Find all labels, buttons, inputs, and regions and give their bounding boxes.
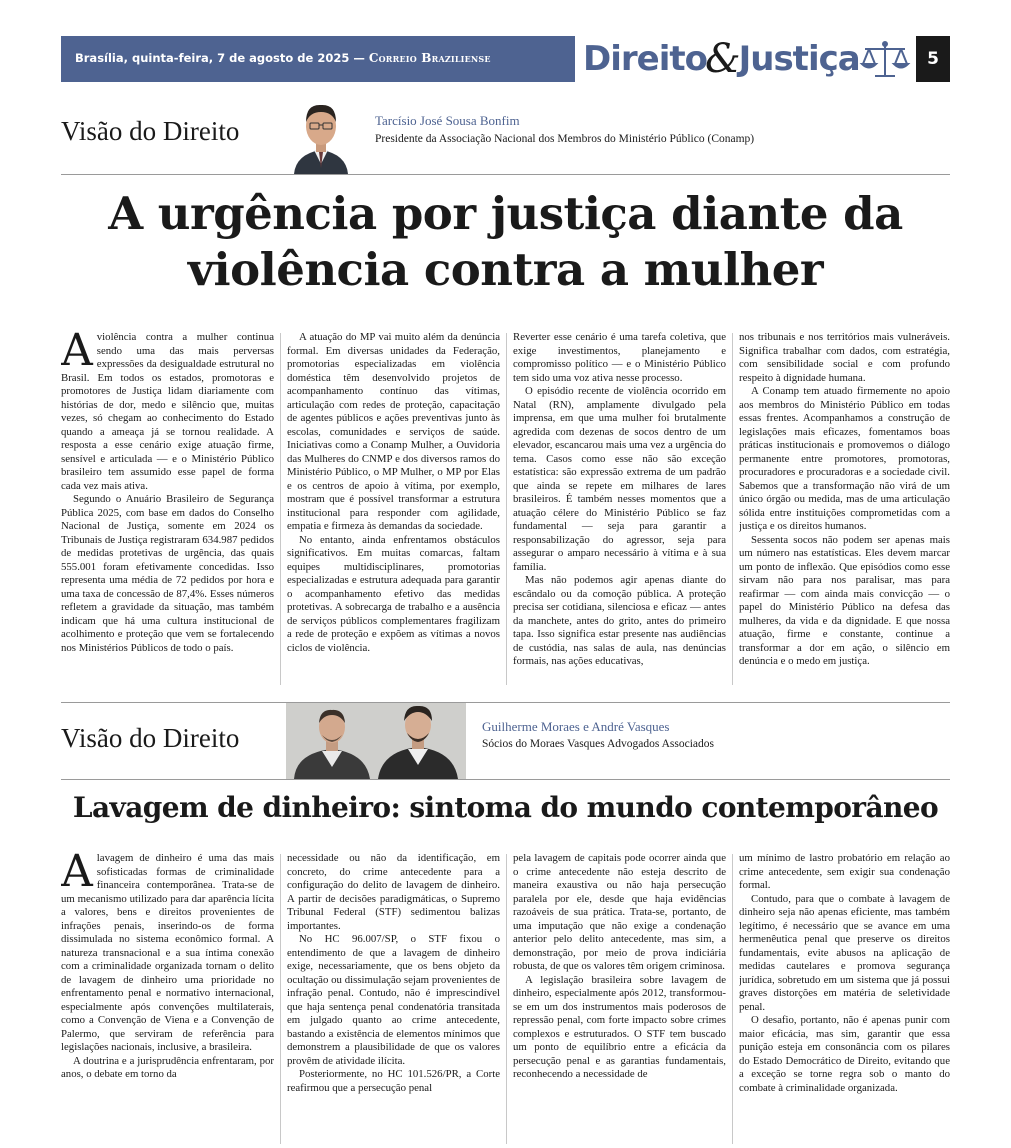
divider: [61, 174, 950, 175]
column-separator: [280, 333, 281, 685]
body-column-4: [739, 852, 950, 1146]
body-paragraph: Mas não podemos agir apenas diante do escândalo ou da comoção pública. A proteção precisa ser cotidiana, silenciosa e eficaz — antes da manchete, antes do grito, antes do primeiro tapa. Isso significa estar presente nas audiências de custódia, nas salas de aula, nas denúncias formais, nas ações educativas,: [513, 574, 726, 667]
column-label: Visão do Direito: [61, 116, 240, 146]
body-column-3: [513, 852, 726, 1146]
body-paragraph: O desafio, portanto, não é apenas punir com maior eficácia, mas sim, garantir que essa punição esteja em consonância com os pilares do Estado Democrático de Direito, evitando que a exceção se torne regra sob o manto do combate à criminalidade organizada.: [739, 1014, 950, 1094]
body-paragraph: Reverter esse cenário é uma tarefa coletiva, que exige investimentos, planejamento e compromisso político — e o Ministério Público tem sido uma voz ativa nesse processo.: [513, 331, 726, 384]
body-paragraph: A lavagem de dinheiro é uma das mais sofisticadas formas de criminalidade financeira contemporânea. Trata-se de um mecanismo utilizado para dar aparência lícita a valores, bens e direitos provenientes de infrações penais, inserindo-os de forma dissimulada no sistema econômico formal. A natureza transnacional e a sua íntima conexão com a criminalidade organizada tornam o delito de lavagem de dinheiro uma prioridade no enfrentamento penal e normativo internacional, especialmente após convenções multilaterais, como a Convenção de Viena e a Convenção de Palermo, que serviram de referência para legislações nacionais, inclusive, a brasileira.: [61, 852, 274, 1053]
body-column-2: [287, 852, 500, 1146]
body-paragraph: A violência contra a mulher continua sendo uma das mais perversas expressões da desigualdade estrutural no Brasil. Em todos os estados, promotoras e promotores de Justiça lidam diariamente com histórias de dor, medo e silêncio que, muitas vezes, só chegam ao conhecimento do Estado quando a ameaça já se tornou realidade. A resposta a esse cenário exige atuação firme, sensível e articulada — e o Ministério Público brasileiro tem assumido esse papel de forma cada vez mais ativa.: [61, 331, 274, 492]
drop-cap: A: [61, 852, 93, 897]
publication-name: Correio Braziliense: [368, 51, 491, 65]
body-paragraph: A Conamp tem atuado firmemente no apoio aos membros do Ministério Público em todas essas frentes. Acompanhamos a construção de legislações mais eficazes, fomentamos boas práticas institucionais e promovemos o diálogo permanente entre promotores, promotoras, procuradores e procuradoras e a sociedade civil. Sabemos que a transformação não virá de um único órgão ou medida, mas de uma articulação sólida entre instituições comprometidas com a justiça e os direitos humanos.: [739, 385, 950, 532]
column-separator: [280, 854, 281, 1144]
headline: Lavagem de dinheiro: sintoma do mundo contemporâneo: [72, 791, 939, 824]
authors-photo: [286, 703, 466, 779]
body-column-3: [513, 331, 726, 687]
section-logo-word1: Direito: [583, 39, 707, 79]
dateline: [75, 51, 491, 65]
body-paragraph: necessidade ou não da identificação, em concreto, do crime antecedente para a configuração do delito de lavagem de dinheiro. A partir de decisões paradigmáticas, o Supremo Tribunal Federal (STF) sedimentou balizas importantes.: [287, 852, 500, 932]
column-label: Visão do Direito: [61, 723, 240, 753]
drop-cap: A: [61, 331, 93, 376]
column-separator: [506, 333, 507, 685]
author-photo: [286, 98, 356, 174]
body-paragraph: Sessenta socos não podem ser apenas mais um número nas estatísticas. Eles devem marcar um ponto de inflexão. Que episódios como esse sirvam não para nos paralisar, mas para reafirmar — com ainda mais convicção — o papel do Ministério Público na defesa das mulheres, da vida e da dignidade. E que nossa atuação, firme e constante, continue a transformar a dor em ação, o silêncio em denúncia e o medo em justiça.: [739, 533, 950, 667]
section-logo: [575, 34, 917, 84]
page-number: 5: [916, 36, 950, 82]
column-separator: [732, 333, 733, 685]
body-paragraph: pela lavagem de capitais pode ocorrer ainda que o crime antecedente não esteja descrito de maneira exaustiva ou não haja persecução paralela por ele, desde que haja evidências razoáveis de sua prática. Trata-se, portanto, de uma imputação que não exige a condenação anterior pelo delito antecedente, mas sim, a demonstração, por meio de prova indiciária robusta, de que os valores têm origem criminosa.: [513, 852, 726, 972]
body-column-1: [61, 852, 274, 1146]
body-paragraph: nos tribunais e nos territórios mais vulneráveis. Significa trabalhar com dados, com estratégia, com sensibilidade social e com profundo respeito à dignidade humana.: [739, 331, 950, 384]
author-role: Presidente da Associação Nacional dos Membros do Ministério Público (Conamp): [375, 133, 755, 145]
author-name: Guilherme Moraes e André Vasques: [482, 719, 670, 734]
body-column-2: [287, 331, 500, 687]
divider: [61, 702, 950, 703]
body-paragraph: No HC 96.007/SP, o STF fixou o entendimento de que a lavagem de dinheiro exige, necessariamente, que os bens objeto da ocultação ou dissimulação sejam provenientes de infração penal. Contudo, não é imprescindível que haja sentença penal condenatória transitada em julgado quanto ao crime antecedente, bastando a existência de elementos mínimos que demonstrem a plausibilidade de que os valores provêm de atividade ilícita.: [287, 933, 500, 1067]
body-paragraph: A legislação brasileira sobre lavagem de dinheiro, especialmente após 2012, transformou-se em um dos instrumentos mais poderosos de repressão penal, com forte impacto sobre crimes complexos e estruturados. O STF tem buscado um ponto de equilíbrio entre a eficácia da persecução penal e as garantias fundamentais, reconhecendo a necessidade de: [513, 973, 726, 1080]
body-paragraph: Segundo o Anuário Brasileiro de Segurança Pública 2025, com base em dados do Conselho Nacional de Justiça, somente em 2024 os Tribunais de Justiça registraram 634.987 pedidos de medidas protetivas de urgência, das quais 555.001 foram efetivamente concedidas. Isso representa uma média de 72 pedidos por hora e uma taxa de concessão de 87,4%. Esses números refletem a gravidade da situação, mas também indicam que há uma cultura institucional de acolhimento e proteção que vem se fortalecendo nos Ministérios Públicos de todo o país.: [61, 493, 274, 654]
author-portrait: [286, 98, 356, 174]
section-logo-ampersand: &: [704, 36, 741, 82]
headline: [61, 186, 950, 298]
author-name: Tarcísio José Sousa Bonfim: [375, 113, 520, 128]
body-paragraph: um mínimo de lastro probatório em relação ao crime antecedente, sem exigir sua condenação formal.: [739, 852, 950, 891]
body-paragraph: A atuação do MP vai muito além da denúncia formal. Em diversas unidades da Federação, promotorias especializadas em violência doméstica têm desenvolvido projetos de acompanhamento contínuo das vítimas, articulação com redes de proteção, capacitação de agentes públicos e ações preventivas junto às escolas, comunidades e serviços de saúde. Iniciativas como a Conamp Mulher, a Ouvidoria das Mulheres do CNMP e dos diversos ramos do Ministério Público, o MP Mulher, o MP por Elas e os centros de apoio à vítima, por exemplo, mostram que é possível transformar a estrutura institucional para responder com agilidade, empatia e firmeza às demandas da sociedade.: [287, 331, 500, 532]
scales-of-justice-icon: [859, 40, 911, 80]
dateline-text: Brasília, quinta-feira, 7 de agosto de 2025 —: [75, 51, 365, 65]
body-paragraph: No entanto, ainda enfrentamos obstáculos significativos. Em muitas comarcas, faltam equipes multidisciplinares, promotorias especializadas e estrutura adequada para garantir o acompanhamento efetivo das medidas protetivas. A sobrecarga de trabalho e a ausência de serviços públicos complementares fragilizam a rede de proteção e expõem as vítimas a novos ciclos de violência.: [287, 533, 500, 654]
column-separator: [732, 854, 733, 1144]
body-paragraph: A doutrina e a jurisprudência enfrentaram, por anos, o debate em torno da: [61, 1054, 274, 1080]
body-paragraph: Posteriormente, no HC 101.526/PR, a Corte reafirmou que a persecução penal: [287, 1068, 500, 1094]
body-paragraph: Contudo, para que o combate à lavagem de dinheiro seja não apenas eficiente, mas também legítimo, é necessário que se avance em uma hermenêutica penal que preserve os direitos fundamentais, evite abusos na aplicação de medidas cautelares e promova segurança jurídica, sobretudo em um sistema que já possui graves distorções em matéria de seletividade penal.: [739, 892, 950, 1013]
page-header: [61, 36, 950, 82]
authors-portrait: [286, 703, 466, 779]
column-separator: [506, 854, 507, 1144]
body-column-4: [739, 331, 950, 687]
headline-line1: A urgência por justiça diante da: [108, 187, 903, 240]
body-paragraph: O episódio recente de violência ocorrido em Natal (RN), amplamente divulgado pela imprensa, em que uma mulher foi brutalmente agredida com dezenas de socos dentro de um elevador, escancarou mais uma vez a urgência do tema. Casos como esse não são exceção estatística: são expressão extrema de um padrão que ainda se repete em milhares de lares brasileiros. É também nesses momentos que a atuação célere do Ministério Público se faz fundamental — seja para garantir a responsabilização do agressor, seja para assegurar o amparo necessário à vítima e à sua família.: [513, 385, 726, 573]
headline-line2: violência contra a mulher: [187, 243, 824, 296]
author-role: Sócios do Moraes Vasques Advogados Associados: [482, 738, 715, 750]
body-column-1: [61, 331, 274, 687]
divider: [61, 779, 950, 780]
section-logo-word2: Justiça: [738, 39, 860, 79]
